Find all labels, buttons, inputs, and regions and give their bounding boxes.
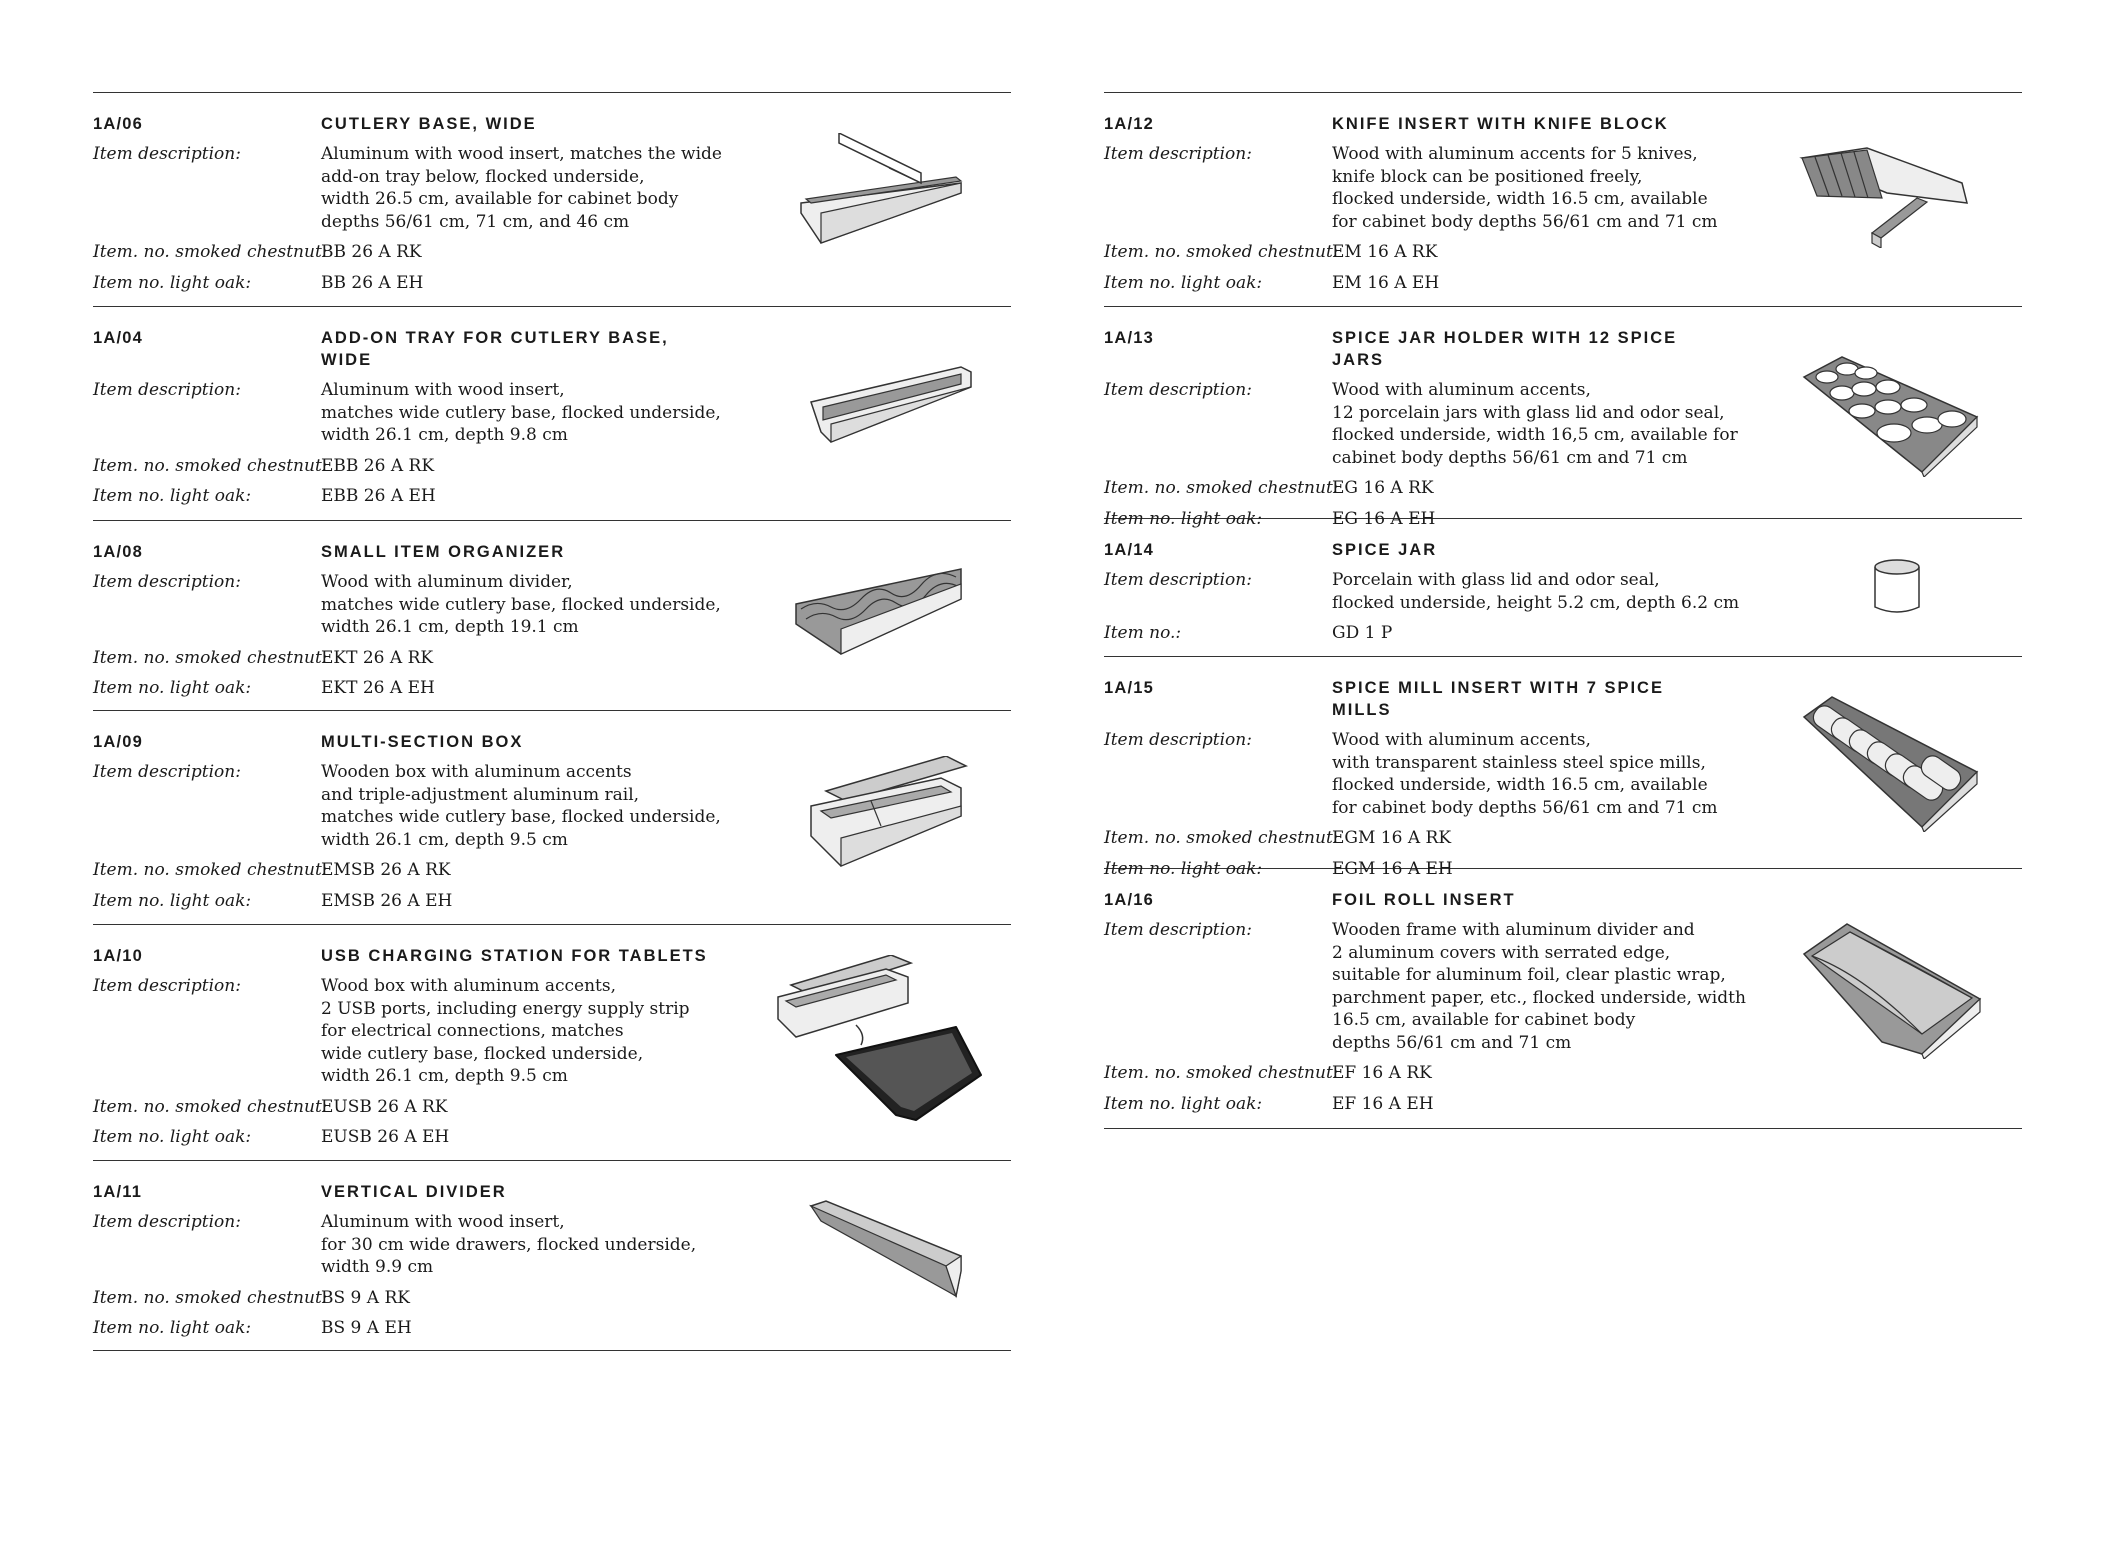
product-entry <box>93 307 1011 521</box>
light-oak-label: Item no. light oak: <box>93 678 252 698</box>
light-oak-label: Item no. light oak: <box>93 272 252 293</box>
knife-insert-illustration <box>1797 138 1977 248</box>
item-title: VERTICAL DIVIDER <box>321 1183 507 1201</box>
light-oak-number: BS 9 A EH <box>321 1318 412 1338</box>
light-oak-number: EUSB 26 A EH <box>321 1127 450 1147</box>
right-product-column <box>1104 92 2022 1129</box>
product-entry <box>93 925 1011 1161</box>
item-code: 1A/04 <box>93 329 144 347</box>
item-code: 1A/08 <box>93 543 144 561</box>
item-title: SPICE JAR <box>1332 541 1438 559</box>
product-entry <box>93 1161 1011 1351</box>
left-product-column <box>93 92 1011 1351</box>
item-code: 1A/14 <box>1104 541 1155 559</box>
item-title: SPICE JAR HOLDER WITH 12 SPICE JARS <box>1332 329 1678 369</box>
description-label: Item description: <box>93 144 241 164</box>
description-text: Wood with aluminum divider, matches wide cutlery base, flocked underside, width 26.1 cm, depth 19.1 cm <box>321 572 721 637</box>
description-text: Aluminum with wood insert, matches wide cutlery base, flocked underside, width 26.1 cm, depth 9.8 cm <box>321 380 721 445</box>
smoked-chestnut-number: EF 16 A RK <box>1332 1063 1432 1083</box>
small-item-organizer-illustration <box>791 559 971 659</box>
description-label: Item description: <box>1104 570 1252 590</box>
description-label: Item description: <box>93 572 241 592</box>
vertical-divider-illustration <box>806 1196 966 1306</box>
light-oak-number: EKT 26 A EH <box>321 678 435 698</box>
smoked-chestnut-number: BS 9 A RK <box>321 1287 410 1308</box>
item-code: 1A/10 <box>93 947 144 965</box>
item-number: GD 1 P <box>1332 623 1393 643</box>
smoked-chestnut-label: Item. no. smoked chestnut: <box>93 647 328 668</box>
description-text: Aluminum with wood insert, for 30 cm wide drawers, flocked underside, width 9.9 cm <box>321 1212 697 1277</box>
description-label: Item description: <box>1104 920 1252 940</box>
description-label: Item description: <box>93 762 241 782</box>
description-text: Wood with aluminum accents for 5 knives, knife block can be positioned freely, flocked underside, width 16.5 cm, available for cabinet body depths 56/61 cm and 71 cm <box>1332 144 1718 232</box>
description-label: Item description: <box>93 976 241 996</box>
smoked-chestnut-number: EKT 26 A RK <box>321 647 434 668</box>
item-title: SPICE MILL INSERT WITH 7 SPICE MILLS <box>1332 679 1664 719</box>
smoked-chestnut-number: EM 16 A RK <box>1332 242 1438 262</box>
smoked-chestnut-label: Item. no. smoked chestnut: <box>1104 828 1339 848</box>
description-label: Item description: <box>93 380 241 400</box>
item-title: MULTI-SECTION BOX <box>321 733 524 751</box>
spice-jar-holder-illustration <box>1802 347 1982 477</box>
foil-roll-insert-illustration <box>1802 914 1982 1059</box>
product-entry <box>93 521 1011 711</box>
light-oak-number: EGM 16 A EH <box>1332 858 1453 879</box>
light-oak-label: Item no. light oak: <box>1104 508 1263 529</box>
light-oak-label: Item no. light oak: <box>1104 272 1263 293</box>
description-text: Porcelain with glass lid and odor seal, flocked underside, height 5.2 cm, depth 6.2 cm <box>1332 570 1740 613</box>
item-title: FOIL ROLL INSERT <box>1332 891 1516 909</box>
description-label: Item description: <box>93 1212 241 1232</box>
product-entry <box>1104 869 2022 1129</box>
description-text: Wood box with aluminum accents, 2 USB ports, including energy supply strip for electrical connections, matches wide cutlery base, flocked underside, width 26.1 cm, depth 9.5 cm <box>321 976 690 1086</box>
item-code: 1A/11 <box>93 1183 143 1201</box>
item-title: SMALL ITEM ORGANIZER <box>321 543 566 561</box>
product-entry <box>1104 657 2022 879</box>
item-code: 1A/12 <box>1104 115 1155 133</box>
description-text: Aluminum with wood insert, matches the wide add-on tray below, flocked underside, width 26.5 cm, available for cabinet body depths 56/61 cm, 71 cm, and 46 cm <box>321 144 722 232</box>
smoked-chestnut-label: Item. no. smoked chestnut: <box>93 1287 328 1308</box>
product-entry <box>93 711 1011 925</box>
item-title: CUTLERY BASE, WIDE <box>321 115 537 133</box>
light-oak-label: Item no. light oak: <box>93 890 252 911</box>
add-on-tray-illustration <box>801 362 981 462</box>
item-code: 1A/06 <box>93 115 144 133</box>
smoked-chestnut-label: Item. no. smoked chestnut: <box>93 242 328 262</box>
light-oak-label: Item no. light oak: <box>1104 1093 1263 1114</box>
smoked-chestnut-number: EMSB 26 A RK <box>321 860 451 880</box>
light-oak-number: EM 16 A EH <box>1332 272 1440 293</box>
spice-jar-illustration <box>1872 557 1922 617</box>
item-code: 1A/09 <box>93 733 144 751</box>
item-no-label: Item no.: <box>1104 623 1182 643</box>
light-oak-number: EF 16 A EH <box>1332 1093 1434 1114</box>
product-entry <box>93 93 1011 307</box>
item-code: 1A/13 <box>1104 329 1155 347</box>
smoked-chestnut-number: EGM 16 A RK <box>1332 828 1452 848</box>
light-oak-label: Item no. light oak: <box>93 1318 252 1338</box>
smoked-chestnut-label: Item. no. smoked chestnut: <box>1104 478 1339 498</box>
light-oak-number: BB 26 A EH <box>321 272 424 293</box>
item-title: KNIFE INSERT WITH KNIFE BLOCK <box>1332 115 1669 133</box>
smoked-chestnut-label: Item. no. smoked chestnut: <box>1104 242 1339 262</box>
description-label: Item description: <box>1104 730 1252 750</box>
light-oak-number: EBB 26 A EH <box>321 486 436 506</box>
description-text: Wooden box with aluminum accents and triple-adjustment aluminum rail, matches wide cutlery base, flocked underside, width 26.1 cm, depth 9.5 cm <box>321 762 721 850</box>
light-oak-label: Item no. light oak: <box>93 486 252 506</box>
spice-mill-insert-illustration <box>1802 692 1982 832</box>
light-oak-label: Item no. light oak: <box>1104 858 1263 879</box>
description-label: Item description: <box>1104 144 1252 164</box>
light-oak-label: Item no. light oak: <box>93 1127 252 1147</box>
item-code: 1A/15 <box>1104 679 1155 697</box>
description-text: Wood with aluminum accents, with transparent stainless steel spice mills, flocked underside, width 16.5 cm, available for cabinet body depths 56/61 cm and 71 cm <box>1332 730 1718 818</box>
smoked-chestnut-label: Item. no. smoked chestnut: <box>93 455 328 476</box>
item-title: ADD-ON TRAY FOR CUTLERY BASE, WIDE <box>321 329 669 369</box>
item-title: USB CHARGING STATION FOR TABLETS <box>321 947 708 965</box>
description-label: Item description: <box>1104 380 1252 400</box>
product-entry <box>1104 307 2022 529</box>
multi-section-box-illustration <box>801 756 971 876</box>
light-oak-number: EMSB 26 A EH <box>321 890 453 911</box>
item-code: 1A/16 <box>1104 891 1155 909</box>
smoked-chestnut-number: EUSB 26 A RK <box>321 1096 448 1117</box>
cutlery-base-illustration <box>791 133 971 253</box>
product-entry <box>1104 519 2022 657</box>
description-text: Wood with aluminum accents, 12 porcelain jars with glass lid and odor seal, flocked underside, width 16,5 cm, available for cabinet body depths 56/61 cm and 71 cm <box>1332 380 1738 468</box>
description-text: Wooden frame with aluminum divider and 2 aluminum covers with serrated edge, suitable for aluminum foil, clear plastic wrap, parchment paper, etc., flocked underside, width 16.5 cm, available for cabinet body depths 56/61 cm and 71 cm <box>1332 920 1746 1053</box>
smoked-chestnut-number: EG 16 A RK <box>1332 478 1434 498</box>
light-oak-number: EG 16 A EH <box>1332 508 1436 529</box>
usb-charging-station-illustration <box>776 955 986 1125</box>
product-entry <box>1104 93 2022 307</box>
smoked-chestnut-number: BB 26 A RK <box>321 242 422 262</box>
smoked-chestnut-label: Item. no. smoked chestnut: <box>1104 1063 1339 1083</box>
smoked-chestnut-number: EBB 26 A RK <box>321 455 435 476</box>
smoked-chestnut-label: Item. no. smoked chestnut: <box>93 1096 328 1117</box>
smoked-chestnut-label: Item. no. smoked chestnut: <box>93 860 328 880</box>
